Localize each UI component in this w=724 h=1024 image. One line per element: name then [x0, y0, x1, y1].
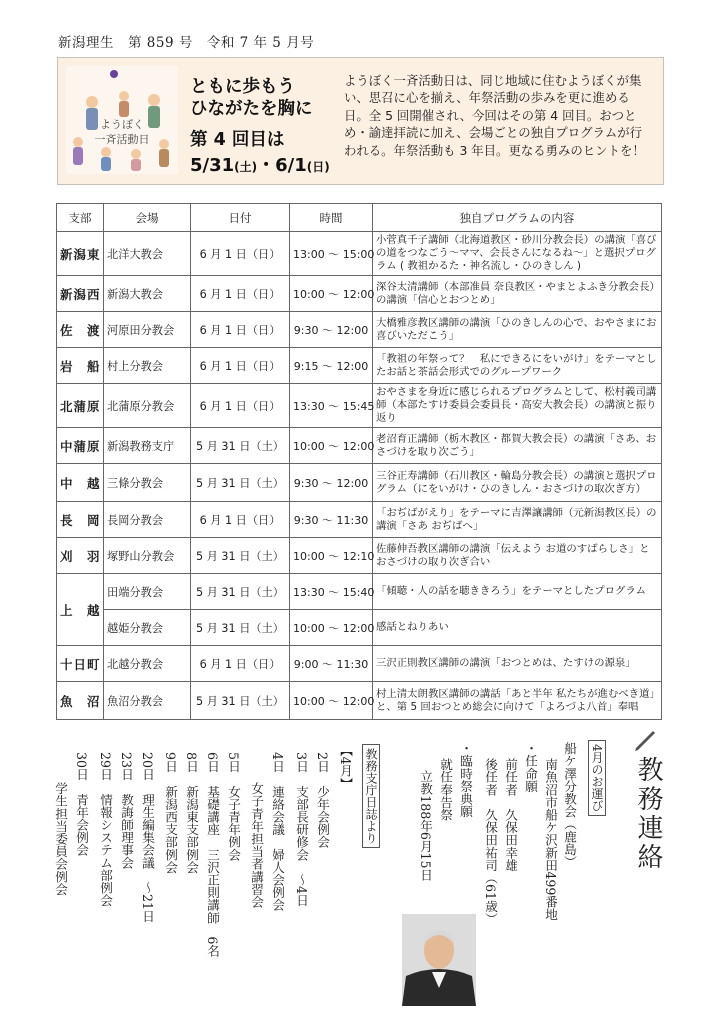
time-cell: 9:30 ～ 12:00 — [290, 312, 373, 348]
table-header-row — [57, 204, 662, 232]
diary-entry — [74, 752, 88, 856]
date-cell: 6 月 1 日（日） — [191, 276, 290, 312]
title-line-2: ひながたを胸に — [190, 99, 313, 119]
table-row — [57, 312, 662, 348]
diary-entry — [249, 782, 263, 908]
date-separator: ・ — [257, 155, 276, 176]
appointment-label: ・任命願 — [523, 742, 538, 793]
venue-cell: 北洋大教会 — [104, 232, 191, 276]
col-program: 独自プログラムの内容 — [373, 204, 662, 232]
notices-heading: 教務連絡 — [633, 756, 663, 872]
date-1: 5/31 — [190, 155, 235, 176]
table-row — [57, 502, 662, 538]
branch-cell: 長 岡 — [57, 502, 104, 538]
table-row — [57, 276, 662, 312]
date-cell: 6 月 1 日（日） — [191, 348, 290, 384]
diary-entry — [98, 752, 112, 907]
time-cell: 9:00 ～ 11:30 — [290, 646, 373, 682]
branch-cell: 中蒲原 — [57, 428, 104, 464]
entry-day: 5日 — [226, 752, 241, 773]
date-cell: 5 月 31 日（土） — [191, 610, 290, 646]
venue-cell: 魚沼分教会 — [104, 682, 191, 720]
entry-day: 20日 — [140, 752, 155, 781]
table-row — [57, 348, 662, 384]
church-name: 船ケ澤分教会（鹿島） — [562, 742, 577, 868]
date-cell: 5 月 31 日（土） — [191, 464, 290, 502]
program-cell: 感話とねりあい — [373, 610, 662, 646]
monthly-box-label: 4月のお運び — [588, 740, 606, 816]
diary-entry — [163, 752, 177, 873]
diary-entry — [226, 752, 240, 861]
diary-entry — [140, 752, 154, 923]
program-cell: 村上清太朗教区講師の講話「あと半年 私たちが進むべき道」と、第 5 回おつとめ総会に向けて「よろづよ八首」奉唱 — [373, 682, 662, 720]
time-cell: 13:30 ～ 15:45 — [290, 384, 373, 428]
event-dates — [190, 151, 330, 177]
venue-cell: 新潟大教会 — [104, 276, 191, 312]
church-address: 南魚沼市船ケ沢新田499番地 — [543, 758, 558, 921]
date-cell: 5 月 31 日（土） — [191, 574, 290, 610]
entry-text: 女子青年例会 — [226, 785, 241, 861]
branch-cell: 中 越 — [57, 464, 104, 502]
banner-description: ようぼく一斉活動日は、同じ地域に住むようぼくが集い、思召に心を揃え、年祭活動の歩みを更に進める日。全 5 回開催され、今回はその第 4 回目。おつとめ・諭達拝読に加え、会場ごとの独自プログラムが行われる。年祭活動も 3 年目。更なる勇みのヒントを！ — [344, 73, 645, 158]
diary-entry — [53, 782, 67, 895]
entry-text: 基礎講座 三沢正則講師 6名 — [205, 785, 220, 958]
entry-day: 9日 — [163, 752, 178, 773]
program-cell: 三沢正則教区講師の講演「おつとめは、たすけの源泉」 — [373, 646, 662, 682]
col-date: 日付 — [191, 204, 290, 232]
venue-cell: 北蒲原分教会 — [104, 384, 191, 428]
banner-title — [190, 76, 313, 120]
diary-month: 【4月】 — [338, 744, 353, 790]
entry-day: 2日 — [315, 752, 330, 773]
entry-text: 新潟西支部例会 — [163, 785, 178, 874]
successor: 後任者 久保田祐司（61歳） — [483, 758, 498, 926]
branch-cell: 岩 船 — [57, 348, 104, 384]
branch-cell: 佐 渡 — [57, 312, 104, 348]
time-cell: 13:30 ～ 15:40 — [290, 574, 373, 610]
program-cell: 老沼育正講師（栃木教区・都賀大教会長）の講演「さあ、おさづけを取り次ごう」 — [373, 428, 662, 464]
schedule-table — [56, 203, 662, 720]
diary-entry — [315, 752, 329, 848]
date-cell: 5 月 31 日（土） — [191, 428, 290, 464]
time-cell: 9:30 ～ 12:00 — [290, 464, 373, 502]
branch-cell: 魚 沼 — [57, 682, 104, 720]
date-cell: 6 月 1 日（日） — [191, 232, 290, 276]
program-cell: 「おぢばがえり」をテーマに吉澤讓講師（元新潟教区長）の講演「さあ おぢばへ」 — [373, 502, 662, 538]
date-cell: 5 月 31 日（土） — [191, 538, 290, 574]
svg-text:ようぼく: ようぼく — [100, 118, 144, 131]
date-1-day: (土) — [234, 160, 258, 174]
date-cell: 6 月 1 日（日） — [191, 646, 290, 682]
entry-day: 4日 — [270, 752, 285, 773]
entry-text: 女子青年担当者講習会 — [249, 782, 264, 908]
branch-cell: 新潟東 — [57, 232, 104, 276]
festival-label: ・臨時祭典願 — [458, 742, 473, 818]
venue-cell: 村上分教会 — [104, 348, 191, 384]
entry-text: 新潟東支部例会 — [184, 785, 199, 874]
entry-day: 29日 — [98, 752, 113, 781]
table-row — [57, 464, 662, 502]
branch-cell: 刈 羽 — [57, 538, 104, 574]
predecessor: 前任者 久保田幸雄 — [503, 758, 518, 872]
time-cell: 9:30 ～ 11:30 — [290, 502, 373, 538]
table-row — [57, 232, 662, 276]
entry-text: 教誨師理事会 — [119, 793, 134, 869]
program-cell: 佐藤伸吾教区講師の講演「伝えよう お道のすばらしさ」とおさづけの取り次ぎ合い — [373, 538, 662, 574]
table-row — [57, 574, 662, 610]
entry-text: 情報システム部例会 — [98, 793, 113, 907]
program-cell: 「傾聴・人の話を聴ききろう」をテーマとしたプログラム — [373, 574, 662, 610]
time-cell: 10:00 ～ 12:00 — [290, 610, 373, 646]
date-cell: 6 月 1 日（日） — [191, 312, 290, 348]
entry-text: 青年会例会 — [74, 793, 89, 857]
venue-cell: 越姫分教会 — [104, 610, 191, 646]
date-cell: 6 月 1 日（日） — [191, 384, 290, 428]
entry-text: 支部長研修会 ～4日 — [294, 785, 309, 907]
table-row — [57, 538, 662, 574]
issue-header: 新潟理生 第 859 号 令和 7 年 5 月号 — [58, 35, 315, 51]
venue-cell: 長岡分教会 — [104, 502, 191, 538]
title-line-1: ともに歩もう — [190, 77, 295, 97]
diary-entry — [294, 752, 308, 907]
diary-title: 教務支庁日誌より — [362, 744, 380, 848]
branch-cell: 十日町 — [57, 646, 104, 682]
col-time: 時間 — [290, 204, 373, 232]
venue-cell: 塚野山分教会 — [104, 538, 191, 574]
table-row — [57, 384, 662, 428]
program-cell: 小菅真千子講師（北海道教区・砂川分教会長）の講演「喜びの道をつなごう～ママ、会長さんになるね～」と選択プログラム ( 教祖かるた・神名流し・ひのきしん ) — [373, 232, 662, 276]
entry-day: 8日 — [184, 752, 199, 773]
diary-entry — [119, 752, 133, 869]
program-cell: 「教祖の年祭って？ 私にできるにをいがけ」をテーマとしたお話と茶話会形式でのグループワーク — [373, 348, 662, 384]
table-row — [57, 428, 662, 464]
branch-cell: 北蒲原 — [57, 384, 104, 428]
table-row — [57, 682, 662, 720]
activity-day-illustration — [66, 66, 178, 174]
entry-day: 30日 — [74, 752, 89, 781]
diary-entry — [184, 752, 198, 873]
col-branch: 支部 — [57, 204, 104, 232]
date-cell: 5 月 31 日（土） — [191, 682, 290, 720]
time-cell: 13:00 ～ 15:00 — [290, 232, 373, 276]
ceremony: 就任奉告祭 — [438, 758, 453, 821]
venue-cell: 田端分教会 — [104, 574, 191, 610]
venue-cell: 三條分教会 — [104, 464, 191, 502]
event-banner — [57, 57, 664, 185]
branch-cell: 上 越 — [57, 574, 104, 646]
diary-entry — [270, 752, 284, 911]
round-label: 第 4 回目は — [190, 130, 285, 150]
venue-cell: 新潟教務支庁 — [104, 428, 191, 464]
entry-text: 理生編集会議 ～21日 — [140, 793, 155, 923]
date-2-day: (日) — [306, 160, 330, 174]
program-cell: おやさまを身近に感じられるプログラムとして、松村義司講師（本部たすけ委員会委員長・高安大教会長）の講演と振り返り — [373, 384, 662, 428]
diary-entry — [205, 752, 219, 957]
time-cell: 10:00 ～ 12:00 — [290, 276, 373, 312]
program-cell: 深谷太清講師（本部准員 奈良教区・やまとよふき分教会長）の講演「信心とおつとめ」 — [373, 276, 662, 312]
date-cell: 6 月 1 日（日） — [191, 502, 290, 538]
col-venue: 会場 — [104, 204, 191, 232]
entry-text: 少年会例会 — [315, 785, 330, 849]
successor-portrait — [402, 914, 476, 1006]
entry-text: 連絡会議 婦人会例会 — [270, 785, 285, 912]
time-cell: 10:00 ～ 12:10 — [290, 538, 373, 574]
ceremony-date: 立教188年6月15日 — [418, 770, 433, 882]
date-2: 6/1 — [275, 155, 307, 176]
table-row — [57, 610, 662, 646]
program-cell: 大橋雅彦教区講師の講演「ひのきしんの心で、おやさまにお喜びいただこう」 — [373, 312, 662, 348]
table-row — [57, 646, 662, 682]
time-cell: 9:15 ～ 12:00 — [290, 348, 373, 384]
pen-icon — [631, 728, 657, 754]
venue-cell: 河原田分教会 — [104, 312, 191, 348]
entry-day: 23日 — [119, 752, 134, 781]
program-cell: 三谷正寿講師（石川教区・輪島分教会長）の講演と選択プログラム（にをいがけ・ひのきしん・おさづけの取次ぎ方） — [373, 464, 662, 502]
time-cell: 10:00 ～ 12:00 — [290, 682, 373, 720]
entry-day: 3日 — [294, 752, 309, 773]
entry-text: 学生担当委員会例会 — [53, 782, 68, 896]
venue-cell: 北越分教会 — [104, 646, 191, 682]
entry-day: 6日 — [205, 752, 220, 773]
time-cell: 10:00 ～ 12:00 — [290, 428, 373, 464]
svg-text:一斉活動日: 一斉活動日 — [94, 133, 150, 146]
branch-cell: 新潟西 — [57, 276, 104, 312]
